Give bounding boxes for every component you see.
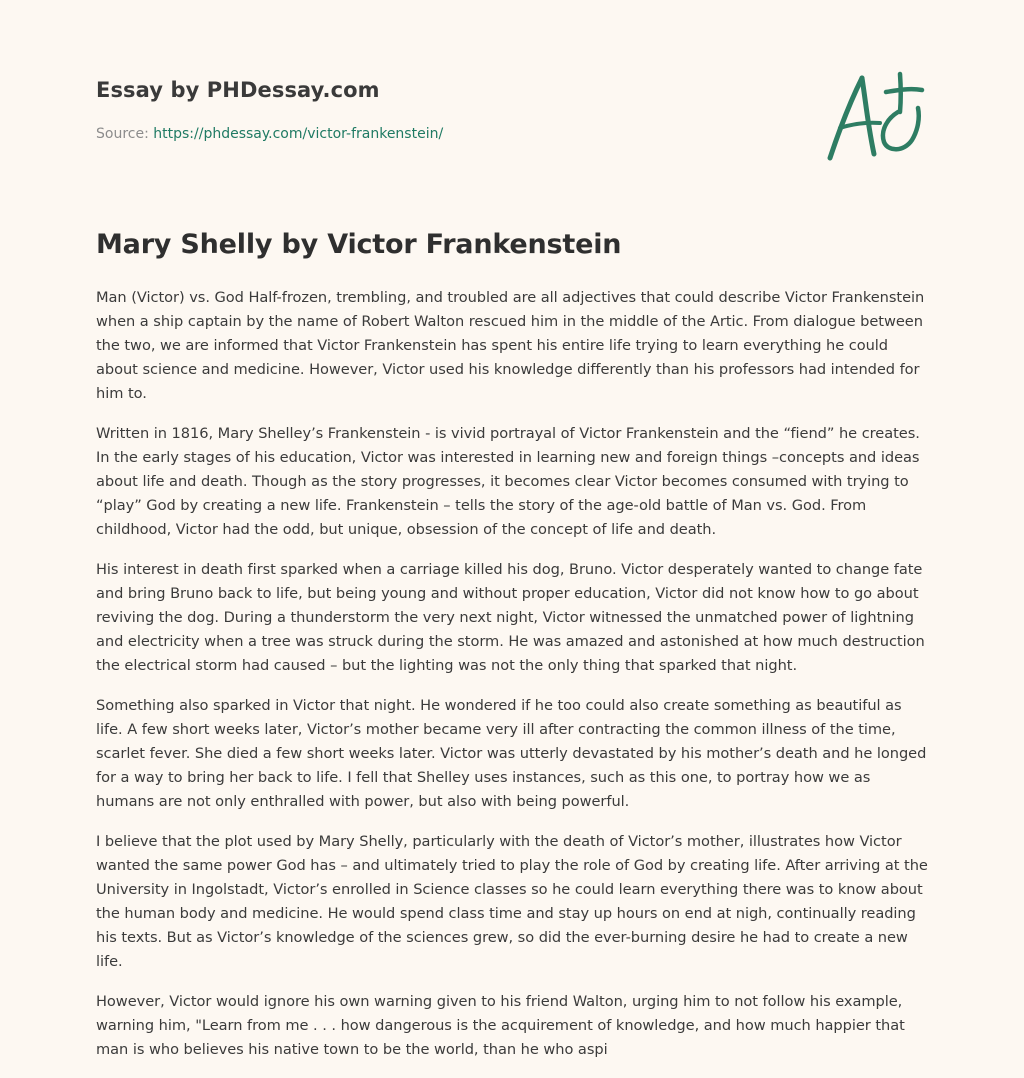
essay-paragraph: Something also sparked in Victor that night. He wondered if he too could also create something as beautiful as life. A few short weeks later, Victor’s mother became very ill after contracting the common illness of the time, scarlet fever. She died a few short weeks later. Victor was utterly devastated by his mother’s death and he longed for a way to bring her back to life. I fell that Shelley uses instances, such as this one, to portray how we as humans are not only enthralled with power, but also with being powerful. (96, 697, 927, 810)
source-label: Source: (96, 126, 154, 142)
essay-title: Mary Shelly by Victor Frankenstein (96, 229, 622, 260)
essay-paragraph: Written in 1816, Mary Shelley’s Frankenstein - is vivid portrayal of Victor Frankenstein and the “fiend” he creates. In the early stages of his education, Victor was interested in learning new and foreign things –concepts and ideas about life and death. Though as the story progresses, it becomes clear Victor becomes consumed with trying to “play” God by creating a new life. Frankenstein – tells the story of the age-old battle of Man vs. God. From childhood, Victor had the odd, but unique, obsession of the concept of life and death. (96, 425, 920, 538)
source-link[interactable]: https://phdessay.com/victor-frankenstein/ (153, 126, 444, 142)
essay-paragraph: I believe that the plot used by Mary Shelly, particularly with the death of Victor’s mother, illustrates how Victor wanted the same power God has – and ultimately tried to play the role of God by creating life. After arriving at the University in Ingolstadt, Victor’s enrolled in Science classes so he could learn everything there was to know about the human body and medicine. He would spend class time and stay up hours on end at nigh, continually reading his texts. But as Victor’s knowledge of the sciences grew, so did the ever-burning desire he had to create a new life. (96, 833, 928, 970)
essay-paragraph: However, Victor would ignore his own warning given to his friend Walton, urging him to not follow his example, warning him, "Learn from me . . . how dangerous is the acquirement of knowledge, and how much happier that man is who believes his native town to be the world, than he who aspi (96, 993, 905, 1058)
essay-paragraph: Man (Victor) vs. God Half-frozen, trembling, and troubled are all adjectives that could describe Victor Frankenstein when a ship captain by the name of Robert Walton rescued him in the middle of the Artic. From dialogue between the two, we are informed that Victor Frankenstein has spent his entire life trying to learn everything he could about science and medicine. However, Victor used his knowledge differently than his professors had intended for him to. (96, 289, 925, 402)
source-line (96, 124, 796, 144)
page-header (96, 76, 796, 144)
a-plus-logo-icon (822, 68, 928, 166)
essay-paragraph: His interest in death first sparked when a carriage killed his dog, Bruno. Victor desperately wanted to change fate and bring Bruno back to life, but being young and without proper education, Victor did not know how to go about reviving the dog. During a thunderstorm the very next night, Victor witnessed the unmatched power of lightning and electricity when a tree was struck during the storm. He was amazed and astonished at how much destruction the electrical storm had caused – but the lighting was not the only thing that sparked that night. (96, 561, 925, 674)
site-title: Essay by PHDessay.com (96, 78, 380, 102)
essay-body (96, 226, 930, 1078)
